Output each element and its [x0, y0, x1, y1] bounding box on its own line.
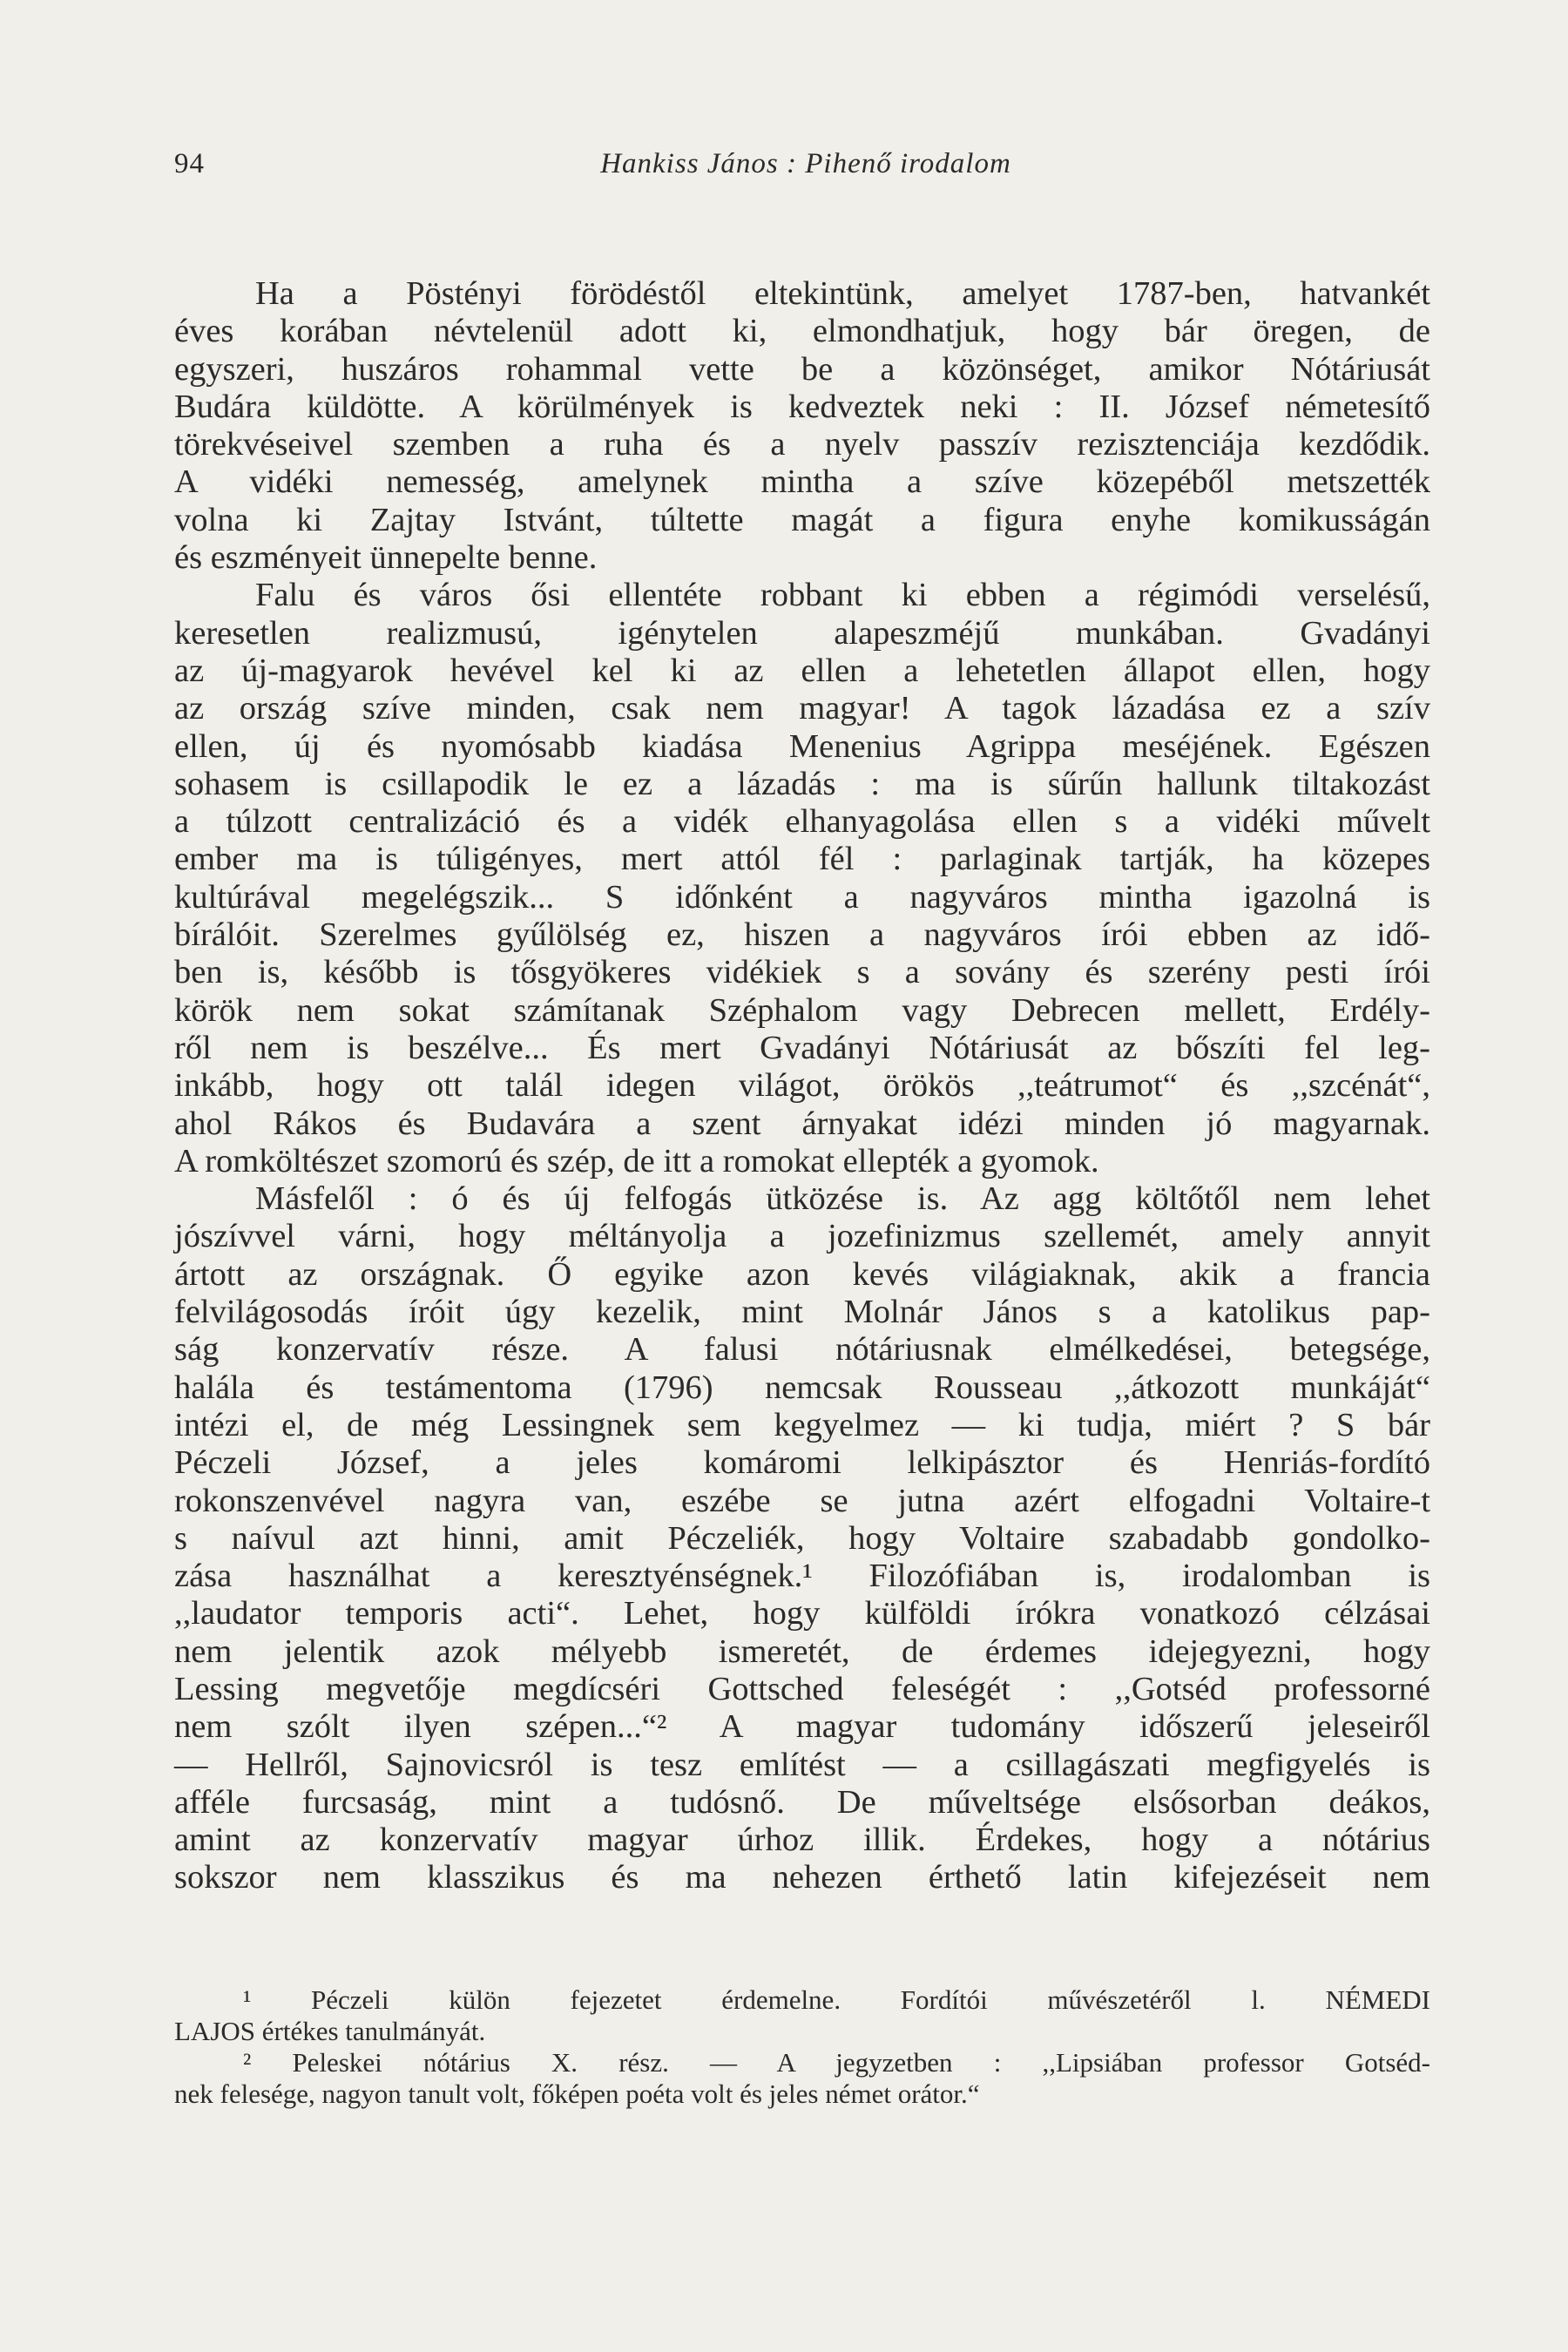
footnotes	[174, 1984, 1430, 2110]
running-head: Hankiss János : Pihenő irodalom	[600, 148, 1011, 179]
text-line: s naívul azt hinni, amit Péczeliék, hogy Voltaire szabadabb gondolko-	[174, 1519, 1430, 1557]
text-line: A romköltészet szomorú és szép, de itt a romokat ellepték a gyomok.	[174, 1142, 1099, 1179]
text-line: felvilágosodás íróit úgy kezelik, mint Molnár János s a katolikus pap-	[174, 1294, 1430, 1331]
text-line: keresetlen realizmusú, igénytelen alapeszméjű munkában. Gvadányi	[174, 614, 1430, 652]
text-line: az új-magyarok hevével kel ki az ellen a lehetetlen állapot ellen, hogy	[174, 652, 1430, 689]
text-line: ság konzervatív része. A falusi nótáriusnak elmélkedései, betegsége,	[174, 1331, 1430, 1369]
text-line: Budára küldötte. A körülmények is kedveztek neki : II. József németesítő	[174, 388, 1430, 425]
text-line: — Hellről, Sajnovicsról is tesz említést — a csillagászati megfigyelés is	[174, 1746, 1430, 1783]
text-line: afféle furcsaság, mint a tudósnő. De műveltsége elsősorban deákos,	[174, 1783, 1430, 1821]
text-line: sokszor nem klasszikus és ma nehezen érthető latin kifejezéseit nem	[174, 1859, 1430, 1896]
text-line: körök nem sokat számítanak Széphalom vagy Debrecen mellett, Erdély-	[174, 991, 1430, 1029]
footnote-line: ¹ Péczeli külön fejezetet érdemelne. Fordítói művészetéről l. NÉMEDI	[243, 1984, 1430, 2015]
text-line: jószívvel várni, hogy méltányolja a jozefinizmus szellemét, amely annyit	[174, 1218, 1430, 1255]
text-line: ember ma is túligényes, mert attól fél : parlaginak tartják, ha közepes	[174, 841, 1430, 878]
text-line: kultúrával megelégszik... S időnként a nagyváros mintha igazolná is	[174, 878, 1430, 916]
footnote-line: LAJOS értékes tanulmányát.	[174, 2016, 486, 2046]
text-line: Másfelől : ó és új felfogás ütközése is. Az agg költőtől nem lehet	[255, 1180, 1430, 1218]
text-line: egyszeri, huszáros rohammal vette be a közönséget, amikor Nótáriusát	[174, 350, 1430, 388]
text-line: bírálóit. Szerelmes gyűlölség ez, hiszen a nagyváros írói ebben az idő-	[174, 916, 1430, 954]
text-line: A vidéki nemesség, amelynek mintha a szíve közepéből metszették	[174, 463, 1430, 501]
text-line: zása használhat a keresztyénségnek.¹ Filozófiában is, irodalomban is	[174, 1558, 1430, 1595]
page-header	[174, 148, 1437, 192]
text-line: éves korában névtelenül adott ki, elmondhatjuk, hogy bár öregen, de	[174, 313, 1430, 350]
text-line: inkább, hogy ott talál idegen világot, örökös ,,teátrumot“ és ,,szcénát“,	[174, 1067, 1430, 1105]
text-line: rokonszenvével nagyra van, eszébe se jutna azért elfogadni Voltaire-t	[174, 1482, 1430, 1519]
text-line: ellen, új és nyomósabb kiadása Menenius Agrippa meséjének. Egészen	[174, 727, 1430, 765]
text-line: Falu és város ősi ellentéte robbant ki ebben a régimódi verselésű,	[255, 577, 1430, 614]
text-line: ,,laudator temporis acti“. Lehet, hogy külföldi írókra vonatkozó célzásai	[174, 1595, 1430, 1632]
text-line: ben is, később is tősgyökeres vidékiek s a sovány és szerény pesti írói	[174, 954, 1430, 991]
text-line: az ország szíve minden, csak nem magyar! A tagok lázadása ez a szív	[174, 690, 1430, 727]
body-text	[174, 275, 1430, 1897]
text-line: nem szólt ilyen szépen...“² A magyar tudomány időszerű jeleseiről	[174, 1708, 1430, 1746]
footnote-line: ² Peleskei nótárius X. rész. — A jegyzetben : ,,Lipsiában professor Gotséd-	[243, 2047, 1430, 2078]
text-line: ahol Rákos és Budavára a szent árnyakat idézi minden jó magyarnak.	[174, 1105, 1430, 1142]
text-line: sohasem is csillapodik le ez a lázadás : ma is sűrűn hallunk tiltakozást	[174, 765, 1430, 802]
page-number: 94	[174, 148, 205, 179]
text-line: és eszményeit ünnepelte benne.	[174, 539, 598, 577]
text-line: törekvéseivel szemben a ruha és a nyelv passzív rezisztenciája kezdődik.	[174, 426, 1430, 463]
text-line: nem jelentik azok mélyebb ismeretét, de érdemes idejegyezni, hogy	[174, 1632, 1430, 1670]
text-line: ről nem is beszélve... És mert Gvadányi Nótáriusát az bőszíti fel leg-	[174, 1029, 1430, 1066]
text-line: volna ki Zajtay Istvánt, túltette magát a figura enyhe komikusságán	[174, 501, 1430, 538]
text-line: Ha a Pöstényi förödéstől eltekintünk, amelyet 1787-ben, hatvankét	[255, 275, 1430, 312]
text-line: halála és testámentoma (1796) nemcsak Rousseau ,,átkozott munkáját“	[174, 1369, 1430, 1406]
text-line: intézi el, de még Lessingnek sem kegyelmez — ki tudja, miért ? S bár	[174, 1406, 1430, 1443]
text-line: a túlzott centralizáció és a vidék elhanyagolása ellen s a vidéki művelt	[174, 803, 1430, 841]
text-line: Lessing megvetője megdícséri Gottsched feleségét : ,,Gotséd professorné	[174, 1670, 1430, 1707]
text-line: amint az konzervatív magyar úrhoz illik. Érdekes, hogy a nótárius	[174, 1821, 1430, 1859]
text-line: Péczeli József, a jeles komáromi lelkipásztor és Henriás-fordító	[174, 1444, 1430, 1482]
footnote-line: nek felesége, nagyon tanult volt, főképen poéta volt és jeles német orátor.“	[174, 2078, 980, 2109]
text-line: ártott az országnak. Ő egyike azon kevés világiaknak, akik a francia	[174, 1255, 1430, 1293]
